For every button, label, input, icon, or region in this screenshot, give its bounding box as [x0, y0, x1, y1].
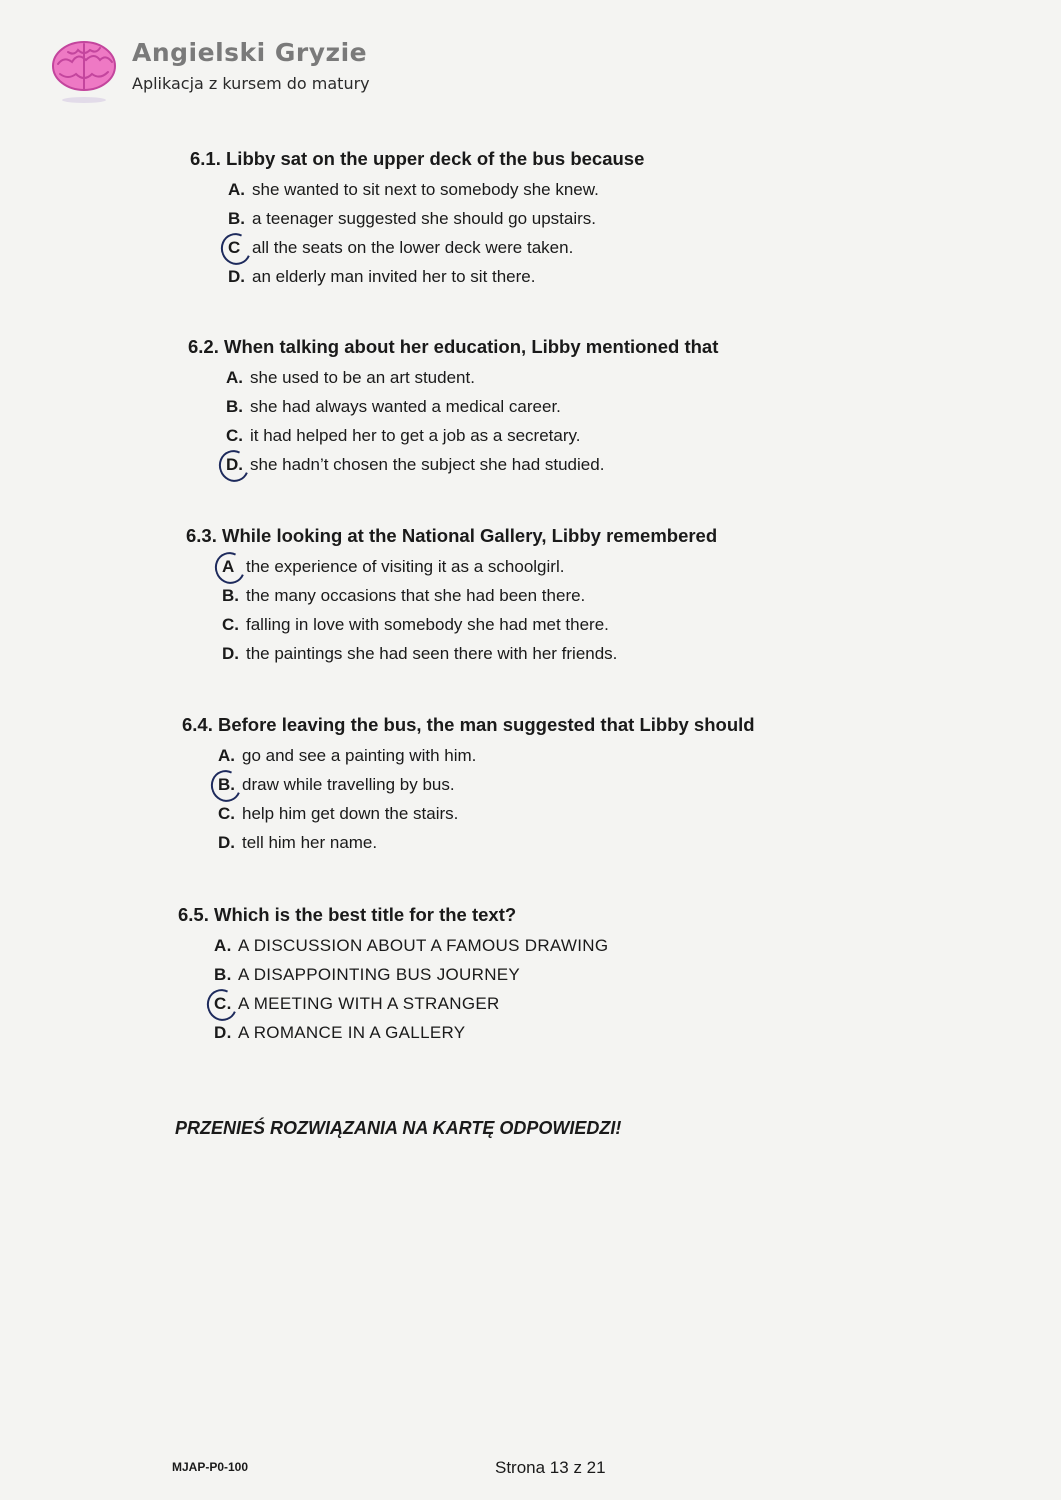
question-stem: 6.5. Which is the best title for the text?: [178, 904, 517, 925]
option-b: B. the many occasions that she had been there.: [222, 586, 586, 605]
question-6-1: [190, 148, 644, 296]
option-d: D. the paintings she had seen there with her friends.: [222, 644, 618, 663]
option-b: B. a teenager suggested she should go upstairs.: [228, 209, 597, 228]
option-c-circled: C all the seats on the lower deck were taken.: [228, 238, 644, 267]
exam-code: MJAP-P0-100: [172, 1460, 249, 1474]
question-6-2: [188, 336, 718, 484]
option-c: C. falling in love with somebody she had met there.: [222, 615, 609, 634]
question-stem: 6.3. While looking at the National Gallery, Libby remembered: [186, 525, 718, 546]
page-number: Strona 13 z 21: [495, 1458, 606, 1477]
option-b-circled: B. draw while travelling by bus.: [218, 775, 755, 804]
question-stem: 6.1. Libby sat on the upper deck of the bus because: [190, 148, 645, 169]
brain-logo-icon: [48, 34, 122, 104]
option-c: C. it had helped her to get a job as a secretary.: [226, 426, 581, 445]
answer-circle-mark: [210, 548, 249, 588]
question-6-4: [182, 714, 755, 862]
brand-name: Angielski Gryzie: [132, 38, 368, 67]
question-6-3: [186, 525, 717, 673]
option-a-circled: A the experience of visiting it as a schoolgirl.: [222, 557, 717, 586]
question-stem: 6.4. Before leaving the bus, the man suggested that Libby should: [182, 714, 755, 735]
option-a: A. A DISCUSSION ABOUT A FAMOUS DRAWING: [214, 936, 609, 955]
transfer-answers-instruction: PRZENIEŚ ROZWIĄZANIA NA KARTĘ ODPOWIEDZI!: [175, 1118, 622, 1138]
option-a: A. go and see a painting with him.: [218, 746, 477, 765]
option-c-circled: C. A MEETING WITH A STRANGER: [214, 994, 608, 1023]
option-b: B. she had always wanted a medical career.: [226, 397, 561, 416]
option-a: A. she wanted to sit next to somebody she knew.: [228, 180, 599, 199]
option-c: C. help him get down the stairs.: [218, 804, 459, 823]
option-d: D. A ROMANCE IN A GALLERY: [214, 1023, 466, 1042]
brand-tagline: Aplikacja z kursem do matury: [132, 74, 370, 93]
question-stem: 6.2. When talking about her education, Libby mentioned that: [188, 336, 719, 357]
question-6-5: [178, 904, 608, 1052]
option-d-circled: D. she hadn’t chosen the subject she had studied.: [226, 455, 718, 484]
option-a: A. she used to be an art student.: [226, 368, 475, 387]
brand-header: [48, 30, 468, 110]
option-d: D. an elderly man invited her to sit there.: [228, 267, 536, 286]
option-d: D. tell him her name.: [218, 833, 378, 852]
option-b: B. A DISAPPOINTING BUS JOURNEY: [214, 965, 521, 984]
